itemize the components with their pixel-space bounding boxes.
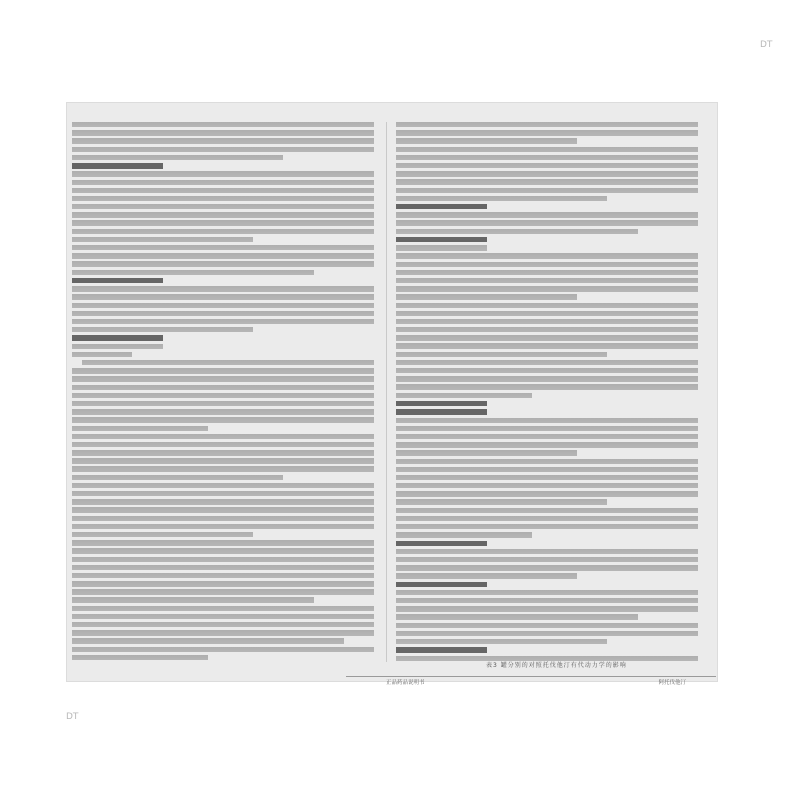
illegible-text-line	[72, 368, 374, 373]
illegible-text-line	[72, 212, 374, 217]
illegible-text-line	[72, 565, 374, 570]
illegible-text-line	[72, 237, 253, 242]
illegible-text-line	[72, 532, 253, 537]
illegible-text-line	[396, 245, 487, 250]
illegible-text-line	[396, 565, 698, 570]
illegible-text-line	[396, 450, 577, 455]
illegible-text-line	[72, 385, 374, 390]
illegible-text-line	[396, 475, 698, 480]
illegible-text-line	[72, 261, 374, 266]
illegible-text-line	[396, 532, 532, 537]
illegible-text-line	[396, 631, 698, 636]
illegible-text-line	[396, 270, 698, 275]
watermark-top-right: DT	[760, 40, 773, 50]
illegible-text-line	[396, 196, 607, 201]
illegible-text-line	[72, 597, 314, 602]
illegible-text-line	[396, 573, 577, 578]
illegible-text-line	[396, 138, 577, 143]
illegible-text-line	[82, 360, 374, 365]
illegible-text-line	[72, 319, 374, 324]
illegible-text-line	[72, 540, 374, 545]
illegible-text-line	[72, 507, 374, 512]
illegible-text-line	[396, 434, 698, 439]
illegible-text-line	[72, 442, 374, 447]
illegible-text-line	[72, 466, 374, 471]
illegible-text-line	[72, 499, 374, 504]
illegible-text-line	[396, 426, 698, 431]
illegible-text-line	[396, 286, 698, 291]
illegible-text-line	[396, 229, 638, 234]
illegible-text-line	[396, 647, 487, 652]
illegible-text-line	[396, 220, 698, 225]
illegible-text-line	[396, 147, 698, 152]
illegible-text-line	[72, 638, 344, 643]
footer-right-text: 阿托伐他汀	[658, 680, 686, 686]
illegible-text-line	[396, 335, 698, 340]
illegible-text-line	[72, 335, 163, 340]
illegible-text-line	[72, 311, 374, 316]
illegible-text-line	[396, 549, 698, 554]
illegible-text-line	[72, 450, 374, 455]
illegible-text-line	[72, 548, 374, 553]
illegible-text-line	[72, 278, 163, 283]
illegible-text-line	[72, 557, 374, 562]
illegible-text-line	[396, 368, 698, 373]
illegible-text-line	[396, 393, 532, 398]
illegible-text-line	[72, 155, 283, 160]
illegible-text-line	[72, 647, 374, 652]
illegible-text-line	[72, 327, 253, 332]
illegible-text-line	[396, 163, 698, 168]
illegible-text-line	[72, 253, 374, 258]
illegible-text-line	[72, 434, 374, 439]
illegible-text-line	[396, 483, 698, 488]
right-text-column	[396, 122, 698, 662]
illegible-text-line	[396, 442, 698, 447]
illegible-text-line	[72, 163, 163, 168]
illegible-text-line	[396, 623, 698, 628]
illegible-text-line	[72, 573, 374, 578]
illegible-text-line	[396, 360, 698, 365]
illegible-text-line	[396, 376, 698, 381]
table-caption: 表3 罐分别的对照托伐他汀有代动力学的影响	[486, 662, 627, 669]
illegible-text-line	[72, 516, 374, 521]
illegible-text-line	[396, 524, 698, 529]
illegible-text-line	[396, 639, 607, 644]
illegible-text-line	[72, 245, 374, 250]
illegible-text-line	[396, 204, 487, 209]
illegible-text-line	[396, 598, 698, 603]
illegible-text-line	[72, 204, 374, 209]
illegible-text-line	[72, 630, 374, 635]
illegible-text-line	[72, 147, 374, 152]
column-divider	[386, 122, 387, 662]
scanned-document-page	[66, 102, 718, 686]
illegible-text-line	[72, 229, 374, 234]
illegible-text-line	[72, 524, 374, 529]
illegible-text-line	[396, 179, 698, 184]
illegible-text-line	[396, 311, 698, 316]
illegible-text-line	[396, 541, 487, 546]
illegible-text-line	[396, 499, 607, 504]
illegible-text-line	[396, 508, 698, 513]
illegible-text-line	[72, 417, 374, 422]
illegible-text-line	[396, 401, 487, 406]
illegible-text-line	[72, 491, 374, 496]
illegible-text-line	[72, 270, 314, 275]
illegible-text-line	[396, 467, 698, 472]
illegible-text-line	[72, 426, 208, 431]
illegible-text-line	[72, 622, 374, 627]
illegible-text-line	[72, 589, 374, 594]
illegible-text-line	[396, 557, 698, 562]
illegible-text-line	[72, 138, 374, 143]
illegible-text-line	[72, 483, 374, 488]
left-text-column	[72, 122, 374, 662]
illegible-text-line	[396, 253, 698, 258]
illegible-text-line	[72, 180, 374, 185]
illegible-text-line	[396, 590, 698, 595]
illegible-text-line	[396, 122, 698, 127]
illegible-text-line	[72, 475, 283, 480]
watermark-bottom-left: DT	[66, 712, 79, 722]
illegible-text-line	[396, 212, 698, 217]
illegible-text-line	[72, 581, 374, 586]
illegible-text-line	[396, 491, 698, 496]
illegible-text-line	[396, 278, 698, 283]
illegible-text-line	[72, 393, 374, 398]
illegible-text-line	[72, 303, 374, 308]
illegible-text-line	[72, 458, 374, 463]
illegible-text-line	[396, 237, 487, 242]
illegible-text-line	[396, 294, 577, 299]
footer-left-text: 正品药品说明书	[386, 680, 425, 686]
illegible-text-line	[396, 409, 487, 414]
illegible-text-line	[396, 614, 638, 619]
illegible-text-line	[396, 343, 698, 348]
illegible-text-line	[396, 384, 698, 389]
illegible-text-line	[396, 171, 698, 176]
illegible-text-line	[72, 171, 374, 176]
illegible-text-line	[72, 220, 374, 225]
illegible-text-line	[396, 303, 698, 308]
illegible-text-line	[72, 286, 374, 291]
illegible-text-line	[72, 655, 208, 660]
illegible-text-line	[396, 262, 698, 267]
illegible-text-line	[72, 294, 374, 299]
illegible-text-line	[396, 327, 698, 332]
illegible-text-line	[396, 352, 607, 357]
illegible-text-line	[396, 130, 698, 135]
illegible-text-line	[396, 459, 698, 464]
illegible-text-line	[72, 376, 374, 381]
illegible-text-line	[396, 155, 698, 160]
page-footer	[346, 676, 716, 685]
illegible-text-line	[396, 418, 698, 423]
illegible-text-line	[396, 582, 487, 587]
illegible-text-line	[396, 319, 698, 324]
illegible-text-line	[396, 516, 698, 521]
illegible-text-line	[72, 409, 374, 414]
illegible-text-line	[396, 606, 698, 611]
illegible-text-line	[72, 614, 374, 619]
illegible-text-line	[72, 606, 374, 611]
illegible-text-line	[72, 196, 374, 201]
illegible-text-line	[396, 188, 698, 193]
illegible-text-line	[72, 352, 132, 357]
illegible-text-line	[72, 122, 374, 127]
illegible-text-line	[72, 130, 374, 135]
illegible-text-line	[72, 344, 163, 349]
illegible-text-line	[72, 188, 374, 193]
illegible-text-line	[72, 401, 374, 406]
